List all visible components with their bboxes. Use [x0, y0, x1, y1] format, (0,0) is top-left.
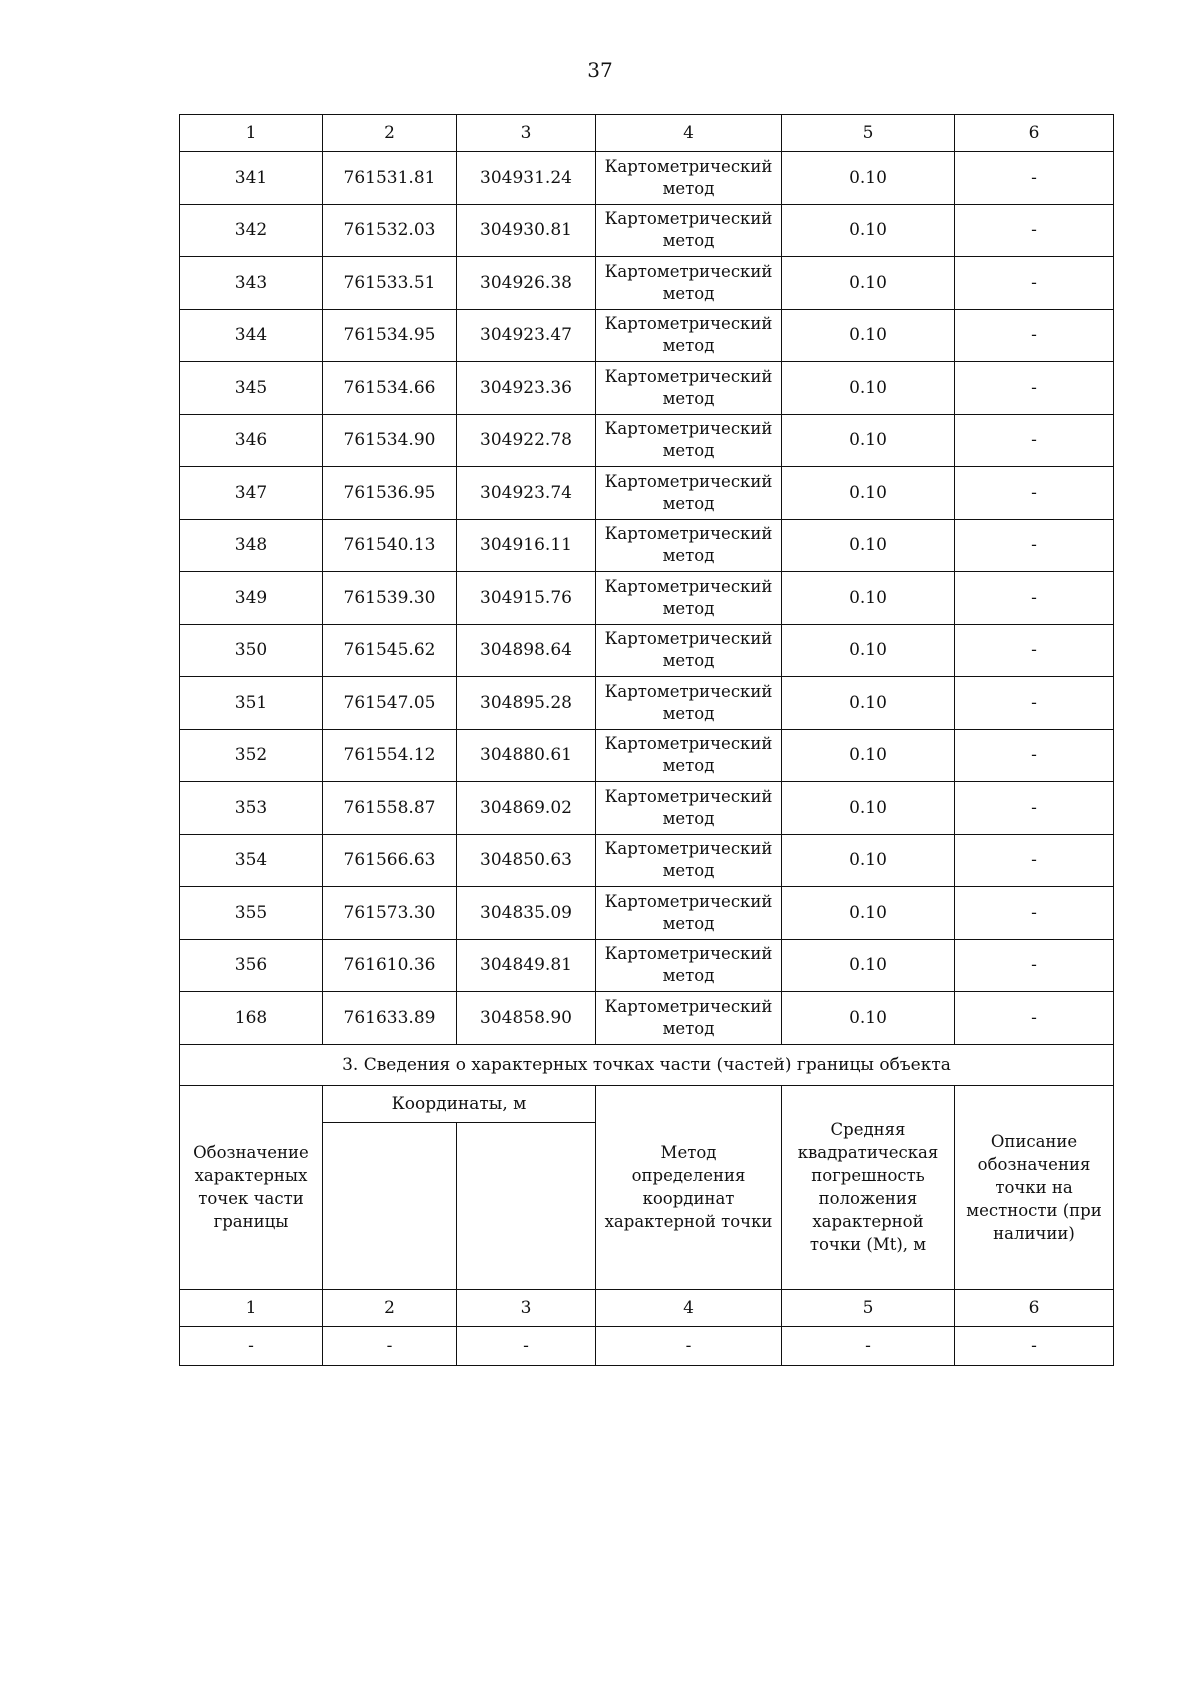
description-cell: - [955, 624, 1114, 677]
method-cell [596, 152, 782, 205]
coordinate-x-cell: 761531.81 [323, 152, 457, 205]
method-cell [596, 939, 782, 992]
section-3-title-row [180, 1044, 1114, 1085]
method-line: Картометрический [604, 681, 773, 701]
section-3-column-number-row [180, 1289, 1114, 1326]
method-cell [596, 992, 782, 1045]
table-row [180, 362, 1114, 415]
point-number-cell: 343 [180, 257, 323, 310]
empty-cell: - [782, 1326, 955, 1365]
section-3-empty-row [180, 1326, 1114, 1365]
description-cell: - [955, 467, 1114, 520]
coordinate-x-cell: 761633.89 [323, 992, 457, 1045]
header-coordinates: Координаты, м [323, 1085, 596, 1122]
method-line: метод [662, 283, 715, 303]
empty-cell: - [596, 1326, 782, 1365]
description-cell: - [955, 519, 1114, 572]
coordinate-y-cell: 304923.47 [457, 309, 596, 362]
table-row [180, 467, 1114, 520]
method-line: метод [662, 441, 715, 461]
header-designation: Обозначение характерных точек части границы [180, 1085, 323, 1289]
coordinate-x-cell: 761554.12 [323, 729, 457, 782]
error-cell: 0.10 [782, 362, 955, 415]
method-line: метод [662, 703, 715, 723]
header-method: Метод определения координат характерной точки [596, 1085, 782, 1289]
method-line: метод [662, 231, 715, 251]
point-number-cell: 354 [180, 834, 323, 887]
description-cell: - [955, 414, 1114, 467]
error-cell: 0.10 [782, 887, 955, 940]
error-cell: 0.10 [782, 729, 955, 782]
empty-cell: - [955, 1326, 1114, 1365]
column-number: 3 [457, 115, 596, 152]
section-3-title: 3. Сведения о характерных точках части (частей) границы объекта [180, 1044, 1114, 1085]
method-line: метод [662, 336, 715, 356]
method-cell [596, 572, 782, 625]
method-line: метод [662, 1018, 715, 1038]
column-number: 1 [180, 1289, 323, 1326]
column-number: 1 [180, 115, 323, 152]
coordinate-y-cell: 304931.24 [457, 152, 596, 205]
column-number: 2 [323, 115, 457, 152]
method-line: метод [662, 651, 715, 671]
method-cell [596, 834, 782, 887]
coordinate-y-cell: 304922.78 [457, 414, 596, 467]
point-number-cell: 344 [180, 309, 323, 362]
point-number-cell: 351 [180, 677, 323, 730]
point-number-cell: 353 [180, 782, 323, 835]
header-error: Средняя квадратическая погрешность положения характерной точки (Mt), м [782, 1085, 955, 1289]
point-number-cell: 355 [180, 887, 323, 940]
method-line: метод [662, 861, 715, 881]
point-number-cell: 341 [180, 152, 323, 205]
empty-cell: - [323, 1326, 457, 1365]
method-cell [596, 782, 782, 835]
error-cell: 0.10 [782, 992, 955, 1045]
method-line: Картометрический [604, 419, 773, 439]
empty-cell: - [457, 1326, 596, 1365]
table-row [180, 729, 1114, 782]
coordinate-x-cell: 761610.36 [323, 939, 457, 992]
coordinate-x-cell: 761534.66 [323, 362, 457, 415]
method-line: Картометрический [604, 156, 773, 176]
point-number-cell: 350 [180, 624, 323, 677]
coordinate-x-cell: 761547.05 [323, 677, 457, 730]
coordinate-x-cell: 761534.90 [323, 414, 457, 467]
description-cell: - [955, 204, 1114, 257]
table-row [180, 887, 1114, 940]
method-line: метод [662, 756, 715, 776]
method-line: Картометрический [604, 209, 773, 229]
coordinate-y-cell: 304850.63 [457, 834, 596, 887]
error-cell: 0.10 [782, 414, 955, 467]
point-number-cell: 356 [180, 939, 323, 992]
method-line: Картометрический [604, 839, 773, 859]
section-3-body [180, 1044, 1114, 1365]
method-line: Картометрический [604, 471, 773, 491]
coordinate-x-cell: 761573.30 [323, 887, 457, 940]
point-number-cell: 347 [180, 467, 323, 520]
point-number-cell: 348 [180, 519, 323, 572]
point-number-cell: 345 [180, 362, 323, 415]
header-coordinate-x [323, 1122, 457, 1289]
method-cell [596, 309, 782, 362]
error-cell: 0.10 [782, 257, 955, 310]
description-cell: - [955, 729, 1114, 782]
description-cell: - [955, 887, 1114, 940]
error-cell: 0.10 [782, 834, 955, 887]
coordinate-x-cell: 761558.87 [323, 782, 457, 835]
method-cell [596, 467, 782, 520]
column-number: 5 [782, 1289, 955, 1326]
coordinate-y-cell: 304916.11 [457, 519, 596, 572]
method-cell [596, 729, 782, 782]
table-row [180, 834, 1114, 887]
description-cell: - [955, 939, 1114, 992]
point-number-cell: 168 [180, 992, 323, 1045]
point-number-cell: 349 [180, 572, 323, 625]
method-line: Картометрический [604, 524, 773, 544]
table-row [180, 992, 1114, 1045]
table-row [180, 572, 1114, 625]
method-line: метод [662, 546, 715, 566]
column-number: 6 [955, 1289, 1114, 1326]
method-cell [596, 257, 782, 310]
error-cell: 0.10 [782, 152, 955, 205]
method-line: метод [662, 493, 715, 513]
coordinate-x-cell: 761536.95 [323, 467, 457, 520]
description-cell: - [955, 362, 1114, 415]
error-cell: 0.10 [782, 309, 955, 362]
coordinate-y-cell: 304880.61 [457, 729, 596, 782]
coordinate-y-cell: 304930.81 [457, 204, 596, 257]
method-cell [596, 204, 782, 257]
method-line: Картометрический [604, 944, 773, 964]
method-line: метод [662, 388, 715, 408]
method-line: Картометрический [604, 314, 773, 334]
column-number: 4 [596, 1289, 782, 1326]
coordinate-y-cell: 304898.64 [457, 624, 596, 677]
description-cell: - [955, 572, 1114, 625]
coordinate-y-cell: 304923.36 [457, 362, 596, 415]
coordinate-y-cell: 304858.90 [457, 992, 596, 1045]
table-row [180, 677, 1114, 730]
coordinate-x-cell: 761545.62 [323, 624, 457, 677]
error-cell: 0.10 [782, 519, 955, 572]
method-line: Картометрический [604, 261, 773, 281]
method-cell [596, 677, 782, 730]
coordinate-x-cell: 761533.51 [323, 257, 457, 310]
description-cell: - [955, 782, 1114, 835]
description-cell: - [955, 257, 1114, 310]
method-cell [596, 414, 782, 467]
column-number: 3 [457, 1289, 596, 1326]
description-cell: - [955, 677, 1114, 730]
column-number: 2 [323, 1289, 457, 1326]
method-line: Картометрический [604, 891, 773, 911]
coordinate-x-cell: 761532.03 [323, 204, 457, 257]
page-number: 37 [587, 58, 613, 82]
error-cell: 0.10 [782, 782, 955, 835]
header-coordinate-y [457, 1122, 596, 1289]
error-cell: 0.10 [782, 204, 955, 257]
error-cell: 0.10 [782, 467, 955, 520]
table-row [180, 152, 1114, 205]
error-cell: 0.10 [782, 677, 955, 730]
table-row [180, 782, 1114, 835]
coordinate-y-cell: 304915.76 [457, 572, 596, 625]
method-line: метод [662, 913, 715, 933]
method-cell [596, 887, 782, 940]
error-cell: 0.10 [782, 624, 955, 677]
column-number-row [180, 115, 1114, 152]
description-cell: - [955, 834, 1114, 887]
coordinate-y-cell: 304895.28 [457, 677, 596, 730]
method-line: Картометрический [604, 629, 773, 649]
coordinate-y-cell: 304835.09 [457, 887, 596, 940]
coordinate-y-cell: 304923.74 [457, 467, 596, 520]
method-line: метод [662, 178, 715, 198]
column-number: 6 [955, 115, 1114, 152]
description-cell: - [955, 152, 1114, 205]
table-row [180, 257, 1114, 310]
table-row [180, 519, 1114, 572]
point-number-cell: 346 [180, 414, 323, 467]
table-row [180, 309, 1114, 362]
point-number-cell: 342 [180, 204, 323, 257]
method-cell [596, 362, 782, 415]
table-row [180, 624, 1114, 677]
method-line: метод [662, 808, 715, 828]
table-row [180, 204, 1114, 257]
method-line: метод [662, 966, 715, 986]
description-cell: - [955, 992, 1114, 1045]
method-cell [596, 519, 782, 572]
section-3-header-row-top [180, 1085, 1114, 1122]
coordinate-y-cell: 304869.02 [457, 782, 596, 835]
coordinate-x-cell: 761534.95 [323, 309, 457, 362]
error-cell: 0.10 [782, 572, 955, 625]
method-line: Картометрический [604, 786, 773, 806]
method-line: Картометрический [604, 996, 773, 1016]
description-cell: - [955, 309, 1114, 362]
method-line: Картометрический [604, 734, 773, 754]
coordinate-y-cell: 304849.81 [457, 939, 596, 992]
coordinate-x-cell: 761566.63 [323, 834, 457, 887]
method-line: Картометрический [604, 366, 773, 386]
coordinate-x-cell: 761540.13 [323, 519, 457, 572]
coordinates-table [179, 114, 1114, 1366]
table-row [180, 939, 1114, 992]
header-description: Описание обозначения точки на местности (при наличии) [955, 1085, 1114, 1289]
coordinate-y-cell: 304926.38 [457, 257, 596, 310]
table-row [180, 414, 1114, 467]
method-line: Картометрический [604, 576, 773, 596]
method-cell [596, 624, 782, 677]
coordinate-x-cell: 761539.30 [323, 572, 457, 625]
empty-cell: - [180, 1326, 323, 1365]
method-line: метод [662, 598, 715, 618]
error-cell: 0.10 [782, 939, 955, 992]
column-number: 5 [782, 115, 955, 152]
point-number-cell: 352 [180, 729, 323, 782]
column-number: 4 [596, 115, 782, 152]
coordinates-table-body [180, 115, 1114, 1045]
